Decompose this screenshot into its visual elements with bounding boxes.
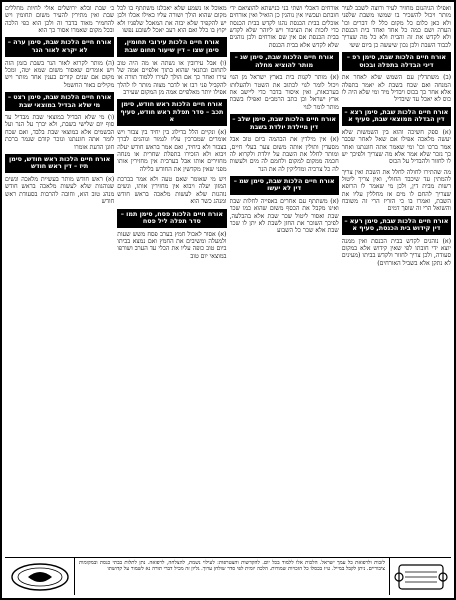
paragraph: (א) ונקיים הלל בדילוג בין יחיד בין צבור ויש אומרים שמברכין עליו לגמור ונוהגים לברך בצבור ולא ביחיד, ואם אמר בראש חודש יעלה ויבוא ולא הזכירו בתפלת שחרית או מנחה מחזירים אותו אבל בערבית אין מחזירין אותו מפני שאין מקדשין את החודש בלילה <box>117 129 227 173</box>
section-header: אורח חיים הלכות שבת, סימן רעא – דין קידוש בית הכנסת, סעיף א <box>342 216 451 235</box>
paragraph: (ב) משתדלין עם השמש שלא לאחר את המנחה ואם שכח בשבת לא יאמר בתפלה אלא אחר כך בכוס ויבדיל מיד ומי שלא היה לו כוס לא יאכל עד שיבדיל <box>341 74 451 104</box>
column-mid-left <box>117 5 226 558</box>
section-header: אורח חיים הלכות ראש חודש, סימן תכב – סדר תפלת ראש חודש, סעיף א <box>117 99 226 126</box>
footer-text: לזכות ולרפואת כל עמך ישראל. הלכות אלו ללמוד בכל יום. להקדשות והצטרפות: לעילוי נשמת, להצלחה, לרפואה. נתן לתלות בבתי כנסת ובמקומות ציבוריים. ניתן לקבל במייל. ט״ז בכסלו כל הזכויות שמורות. הלכה יומית לפי סדר שולחן ערוך. גליון זה מכיל דברי תורה נא לשמור על קדושתו <box>79 560 385 573</box>
column-right <box>342 5 451 558</box>
paragraph: אורחים דאכלי ושתי בני כנישתא להוציאם ידי חובתם ועכשיו אין נוהגין כן הואיל ואין אורחים אוכלים בבית הכנסת נהגו לקדש בבית הכנסת כדי לזכות את הציבור ויש ליזהר שלא לקדש בבית הכנסת אם אין שם אורחים ולכן נוהגים שלא לקדש אלא בבית הכנסת <box>229 5 339 49</box>
paragraph: ואפילו הגיהנום מחזיר לעיר ורוצה לשכב לעיר מותר ויכול להשכיר בו שמשו משבת שלפני ולא כאן כלום כל מקום כלל לו דברים וכו' הערה ושם כמה כל אחד ואחד בית הכנסת ולא לקדש את זה והבית ולא כל מה שצריך לכבוד השבת ולכן נכון שיעשה כן ביום ששי <box>341 5 451 49</box>
ring-emblem-icon <box>8 561 72 593</box>
scroll-emblem-icon <box>393 561 449 593</box>
section-header: אורח חיים הלכות עירובי תחומין, סימן שצו – דין שיעור תחום שבת <box>117 37 226 56</box>
section-header: אורח חיים הלכות פסח, סימן תמו – סדר תפלה ליל פסח <box>117 209 226 228</box>
paragraph: (א) אסור לאכול חמץ בערב פסח משש שעות ולמעלה ומשיבים את החמץ ואם נמצא בביתו ביום טוב כופה עליו את הכלי עד הערב ושורפו במוצאי יום טוב <box>117 230 227 260</box>
right-logo <box>389 558 451 595</box>
paragraph: (א) אין מילדין את הבהמה ביום טוב אבל מסעדין ותולין אותה משום צער בעלי חיים, ומותר לחלל את השבת על יולדת ולקרוא לה חכמה ממקום למקום ולחמם לה מים ולעשות לה כל צרכיה ומדליקין לה את הנר <box>229 136 339 173</box>
section-header: אורח חיים הלכות שבת, סימן רצא – דין הבדלה ממוצאי שבת, סעיף א <box>342 107 451 126</box>
section-header: אורח חיים הלכות שבת, סימן רצט – מי שלא הבדיל במוצאי שבת <box>5 92 114 111</box>
column-mid-right <box>230 5 339 558</box>
paragraph: (א) נוהגים לקדש בבית הכנסת ואין ממנה יוצא ידי חובתו לפי שאין קידוש אלא במקום סעודה, ולכן צריך לחזור ולקדש בביתו (מעינים לא נתקן אלא בשביל האורחים) <box>341 237 451 267</box>
paragraph: (ו) מי שלא הבדיל במוצאי שבת מבדיל עד סוף יום שלישי בשבת, ולא יברך על הנר ועל הבשמים אלא במוצאי שבת בלבד, ואם שכח לומר אתה חוננתנו ונזכר קודם שגמר ברכת חונן הדעת אומרו <box>5 114 115 151</box>
section-header: אורח חיים הלכות שבת, סימן שנ – מותר להוציא מחלה <box>230 52 339 71</box>
paragraph: כ׳ שבת ובלא ירושלים אולי לחיות מחללים שבת ואין מתירין להעיר משום תחומין ויש להחמיר מאוד בדבר זה ולכן הוא כפי הלכה ובכל מקום שאמרו אסור כך הוא <box>5 5 115 35</box>
section-header: אורח חיים הלכות שבת, סימן ערה – לא יקרא לאור הנר <box>5 37 114 56</box>
paragraph: מאוכל או נשמע שלא יאכלנו משתתף בו לכל מקום שהוא הולך ושורה עליו כאילו אכלו ולכן יש להקפיד שלא יבזה את המאכל שלפניו ולא יקוץ בו כלל ואם הוא רעב יאכל לשובע נפשו <box>117 5 227 35</box>
section-header: אורח חיים הלכות שבת, סימן שלב – דין מיילדת יולדת בשבת <box>230 114 339 133</box>
paragraph: (ה) מותר לקרוא לאור הנר בשבת בזמן הזה ויש אומרים שאסור משום שמא יטה, ומכל מקום אם שנים קורים בענין אחד מותר ויש מקילים באור החשמל <box>5 59 115 89</box>
paragraph: מה שהתירו לחולה לחלל את השבת ואין צריך להמתין עד שיכבד החולי, ואין צריך ליטול רשות מבית דין, ולכן מי שאמר לו הרופא שצריך להחם לו מים אז מחללין עליו את השבת, ואמרו בו כי הזריז הרי זה משובח והשואל הרי זה שופך דמים <box>341 168 451 213</box>
footer <box>5 557 451 595</box>
section-header: אורח חיים הלכות ראש חודש, סימן תיז – דין ראש חודש <box>5 154 114 173</box>
paragraph: (ו) אבל עירובין או נשתה או מה היה טוב לתחום ובתנאי שהוא בתוך אלפיים אמה של עירו ואחר כך אם הולך לעירו ללמוד תורה או להקביל פני רבו או לדבר מצוה מותר לו להלך אפילו יותר מאלפיים אמה מן המקום שעירב <box>117 59 227 96</box>
paragraph: ויש מי שאומר שאם טעה ולא אמר בברכת המזון יעלה ויבוא אין מחזירין אותו, ונשים נוהגות שלא לעשות מלאכה בראש חודש ומנהג כשר הוא <box>117 176 227 206</box>
left-logo <box>5 558 75 595</box>
section-header: אורח חיים הלכות שבת, סימן שמ – דין לא יעשו <box>230 176 339 195</box>
column-left <box>5 5 114 558</box>
paragraph: (א) ספק חשיכה והוא בין השמשות שלא יעשה מלאכה אפילו אם שאל לאחר שכבר אמר ברכו וכו' ומי שאמר אתה חוננתנו ואחר כך נזכר שלא אמר אלא מה שצריך ולפיכך יש לו לחזור ולהבדיל על הכוס <box>341 128 451 166</box>
paragraph: (א) מותר לקנות בית בארץ ישראל מן הגוי ויכול לומר לגוי לכתוב את השטר ולהעלותו בערכאות, ואין איסור בדבר כדי ליישב את ארץ ישראל וכן כתב הרמב״ם ואפילו בשבת מותר לומר לגוי <box>229 74 339 111</box>
section-header: אורח חיים הלכות שבת, סימן רפ – דיני הבדלה בתפלה ובכוס <box>342 52 451 71</box>
paragraph: (א) משתתף עם אחרים באפייה לחלות שבת ואינו מקבל את הכסף משום שהוא כמו שכר שבת ואסור ליטול שכר שבת אלא בהבלעה, לפיכך השוכר את החזן לשבת לא יתן לו שכר שבת אלא שכר כל השבוע <box>229 198 339 235</box>
columns-container <box>5 5 451 558</box>
paragraph: (א) ראש חודש מותר בעשיית מלאכה ונשים שנוהגות שלא לעשות מלאכה בראש חודש מנהג טוב הוא, וחובה להרבות בסעודת ראש חודש <box>5 176 115 206</box>
